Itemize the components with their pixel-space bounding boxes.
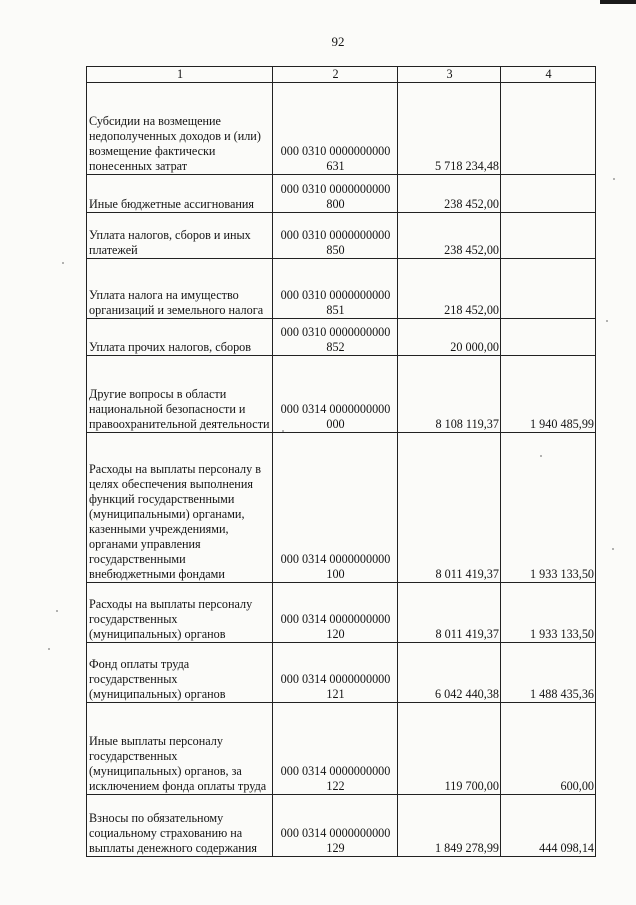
table-row	[87, 319, 596, 356]
row-name: Иные выплаты персоналу государственных (муниципальных) органов, за исключением фонда оплаты труда	[87, 703, 273, 795]
row-amount: 8 011 419,37	[398, 433, 501, 583]
code-line-2: 129	[326, 841, 345, 855]
code-line-2: 850	[326, 243, 345, 257]
code-line-1: 000 0314 0000000000	[280, 612, 391, 626]
row-executed: 1 933 133,50	[501, 433, 596, 583]
row-name: Другие вопросы в области национальной безопасности и правоохранительной деятельности	[87, 356, 273, 433]
table-header-row	[87, 67, 596, 83]
row-executed: 600,00	[501, 703, 596, 795]
table-row	[87, 213, 596, 259]
row-amount: 119 700,00	[398, 703, 501, 795]
row-code	[273, 83, 398, 175]
row-executed	[501, 319, 596, 356]
row-code	[273, 259, 398, 319]
row-code	[273, 643, 398, 703]
code-line-1: 000 0314 0000000000	[280, 672, 391, 686]
row-executed	[501, 83, 596, 175]
row-executed: 1 940 485,99	[501, 356, 596, 433]
code-line-2: 852	[326, 340, 345, 354]
budget-table	[86, 66, 596, 857]
row-code	[273, 213, 398, 259]
page-number: 92	[331, 34, 345, 49]
row-amount: 218 452,00	[398, 259, 501, 319]
code-line-1: 000 0310 0000000000	[280, 144, 391, 158]
code-line-2: 800	[326, 197, 345, 211]
code-line-1: 000 0314 0000000000	[280, 826, 391, 840]
table-row	[87, 83, 596, 175]
row-name: Иные бюджетные ассигнования	[87, 175, 273, 213]
scan-corner-mark	[600, 0, 636, 4]
speck	[612, 548, 614, 550]
row-code	[273, 583, 398, 643]
code-line-2: 120	[326, 627, 345, 641]
row-executed	[501, 259, 596, 319]
row-executed	[501, 175, 596, 213]
row-amount: 20 000,00	[398, 319, 501, 356]
speck	[62, 262, 64, 264]
code-line-2: 631	[326, 159, 345, 173]
speck	[540, 455, 542, 457]
table-row	[87, 175, 596, 213]
code-line-1: 000 0310 0000000000	[280, 325, 391, 339]
row-code	[273, 175, 398, 213]
table-row	[87, 795, 596, 857]
code-line-2: 000	[326, 417, 345, 431]
table-row	[87, 583, 596, 643]
code-line-1: 000 0314 0000000000	[280, 764, 391, 778]
row-name: Расходы на выплаты персоналу государственных (муниципальных) органов	[87, 583, 273, 643]
row-executed	[501, 213, 596, 259]
row-amount: 6 042 440,38	[398, 643, 501, 703]
row-amount: 1 849 278,99	[398, 795, 501, 857]
speck	[48, 648, 50, 650]
table-row	[87, 643, 596, 703]
column-header: 4	[501, 67, 596, 83]
row-name: Субсидии на возмещение недополученных доходов и (или) возмещение фактически понесенных затрат	[87, 83, 273, 175]
row-code	[273, 433, 398, 583]
code-line-2: 100	[326, 567, 345, 581]
row-executed: 444 098,14	[501, 795, 596, 857]
table-row	[87, 703, 596, 795]
row-code	[273, 703, 398, 795]
row-name: Фонд оплаты труда государственных (муниципальных) органов	[87, 643, 273, 703]
code-line-2: 122	[326, 779, 345, 793]
row-code	[273, 356, 398, 433]
speck	[282, 430, 284, 432]
row-name: Взносы по обязательному социальному страхованию на выплаты денежного содержания	[87, 795, 273, 857]
code-line-1: 000 0310 0000000000	[280, 182, 391, 196]
column-header: 3	[398, 67, 501, 83]
row-name: Уплата прочих налогов, сборов	[87, 319, 273, 356]
row-code	[273, 795, 398, 857]
code-line-1: 000 0314 0000000000	[280, 552, 391, 566]
row-amount: 238 452,00	[398, 213, 501, 259]
row-amount: 5 718 234,48	[398, 83, 501, 175]
row-amount: 8 108 119,37	[398, 356, 501, 433]
row-name: Уплата налога на имущество организаций и земельного налога	[87, 259, 273, 319]
code-line-1: 000 0310 0000000000	[280, 288, 391, 302]
code-line-2: 121	[326, 687, 345, 701]
speck	[613, 178, 615, 180]
table-row	[87, 259, 596, 319]
row-name: Уплата налогов, сборов и иных платежей	[87, 213, 273, 259]
row-executed: 1 933 133,50	[501, 583, 596, 643]
row-amount: 238 452,00	[398, 175, 501, 213]
code-line-1: 000 0314 0000000000	[280, 402, 391, 416]
row-code	[273, 319, 398, 356]
table-row	[87, 433, 596, 583]
code-line-1: 000 0310 0000000000	[280, 228, 391, 242]
code-line-2: 851	[326, 303, 345, 317]
row-executed: 1 488 435,36	[501, 643, 596, 703]
speck	[56, 610, 58, 612]
table-row	[87, 356, 596, 433]
row-amount: 8 011 419,37	[398, 583, 501, 643]
speck	[606, 320, 608, 322]
column-header: 1	[87, 67, 273, 83]
row-name: Расходы на выплаты персоналу в целях обеспечения выполнения функций государственными (муниципальными) органами, казенными учреждениями, органами управления государственными внебюджетными фондами	[87, 433, 273, 583]
column-header: 2	[273, 67, 398, 83]
